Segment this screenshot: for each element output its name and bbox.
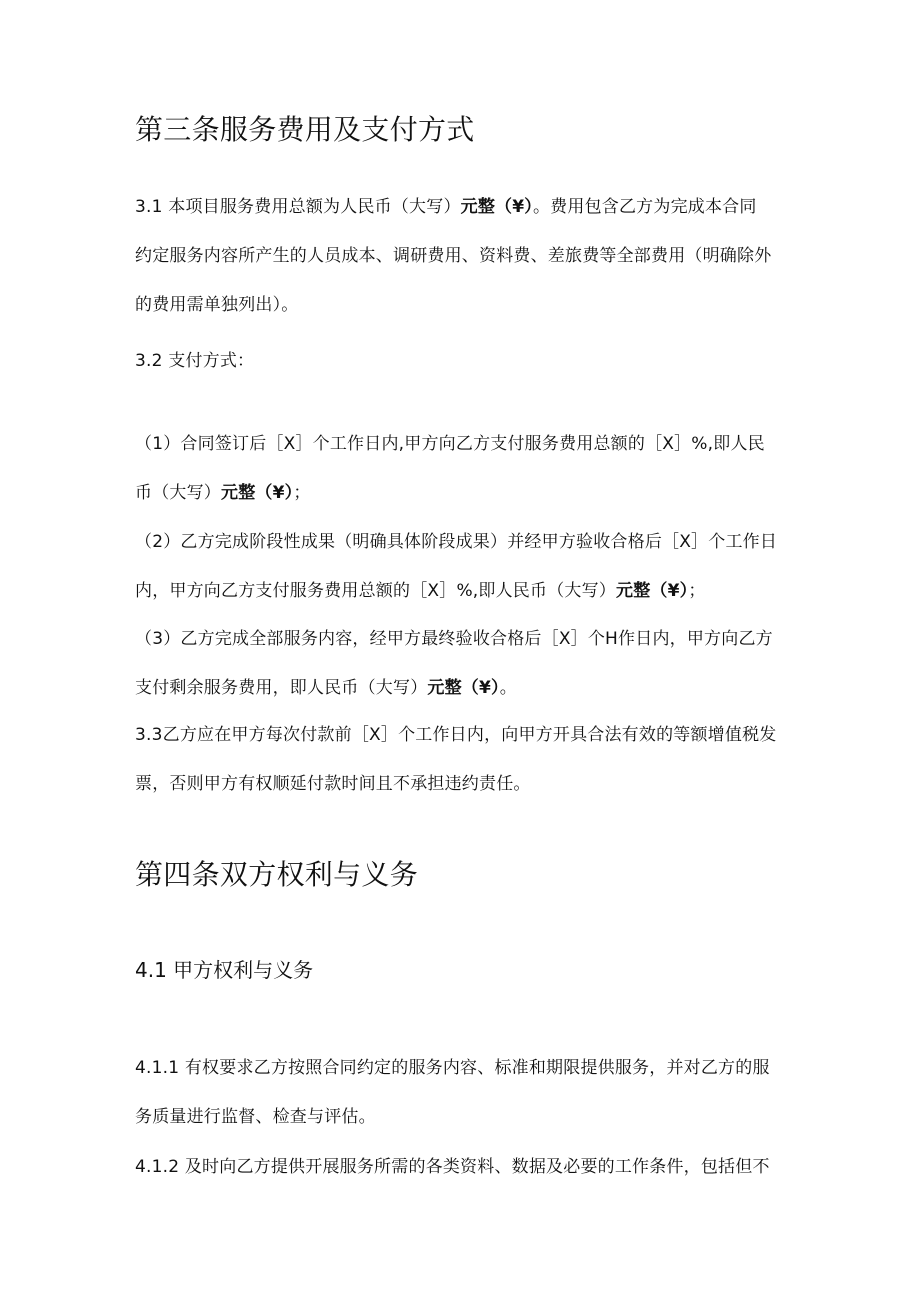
clause-3-1-text-c: 。费用包含乙方为完成本合同 xyxy=(532,197,757,217)
clause-3-2: 3.2 支付方式： xyxy=(135,351,255,371)
payment-item-3-text-c: 。 xyxy=(499,678,517,698)
payment-item-2-text-c: ； xyxy=(688,581,706,601)
payment-item-1-amount: 元整（¥） xyxy=(221,483,294,503)
clause-3-1-amount: 元整（¥） xyxy=(460,197,533,217)
payment-item-2-line-2 xyxy=(135,580,706,602)
payment-item-2-text-a: 内，甲方向乙方支付服务费用总额的［X］%,即人民币（大写） xyxy=(135,581,617,601)
payment-item-1-line-2 xyxy=(135,482,311,504)
payment-item-3-line-1: （3）乙方完成全部服务内容，经甲方最终验收合格后［X］个H作日内，甲方向乙方 xyxy=(135,629,773,649)
clause-4-1-1-line-1: 4.1.1 有权要求乙方按照合同约定的服务内容、标准和期限提供服务，并对乙方的服 xyxy=(135,1058,770,1078)
clause-4-1-2-line-1: 4.1.2 及时向乙方提供开展服务所需的各类资料、数据及必要的工作条件，包括但不 xyxy=(135,1157,770,1177)
payment-item-3-line-2 xyxy=(135,677,517,699)
payment-item-1-line-1: （1）合同签订后［X］个工作日内,甲方向乙方支付服务费用总额的［X］%,即人民 xyxy=(135,434,765,454)
payment-item-1-text-c: ； xyxy=(293,483,311,503)
payment-item-3-amount: 元整（¥） xyxy=(427,678,500,698)
section-4-heading: 第四条双方权利与义务 xyxy=(135,858,419,891)
payment-item-2-line-1: （2）乙方完成阶段性成果（明确具体阶段成果）并经甲方验收合格后［X］个工作日 xyxy=(135,532,778,552)
clause-3-1-line-2: 约定服务内容所产生的人员成本、调研费用、资料费、差旅费等全部费用（明确除外 xyxy=(135,246,772,266)
clause-3-3-line-1: 3.3乙方应在甲方每次付款前［X］个工作日内，向甲方开具合法有效的等额增值税发 xyxy=(135,725,777,745)
subsection-4-1-title: 4.1 甲方权利与义务 xyxy=(135,958,314,982)
payment-item-1-text-a: 币（大写） xyxy=(135,483,221,503)
payment-item-3-text-a: 支付剩余服务费用，即人民币（大写） xyxy=(135,678,428,698)
clause-3-1-line-3: 的费用需单独列出）。 xyxy=(135,295,299,315)
payment-item-2-amount: 元整（¥） xyxy=(616,581,689,601)
clause-3-3-line-2: 票，否则甲方有权顺延付款时间且不承担违约责任。 xyxy=(135,774,531,794)
clause-3-1-line-1 xyxy=(135,196,757,218)
clause-4-1-1-line-2: 务质量进行监督、检查与评估。 xyxy=(135,1107,376,1127)
section-3-heading: 第三条服务费用及支付方式 xyxy=(135,113,475,146)
clause-3-1-text-a: 3.1 本项目服务费用总额为人民币（大写） xyxy=(135,197,461,217)
